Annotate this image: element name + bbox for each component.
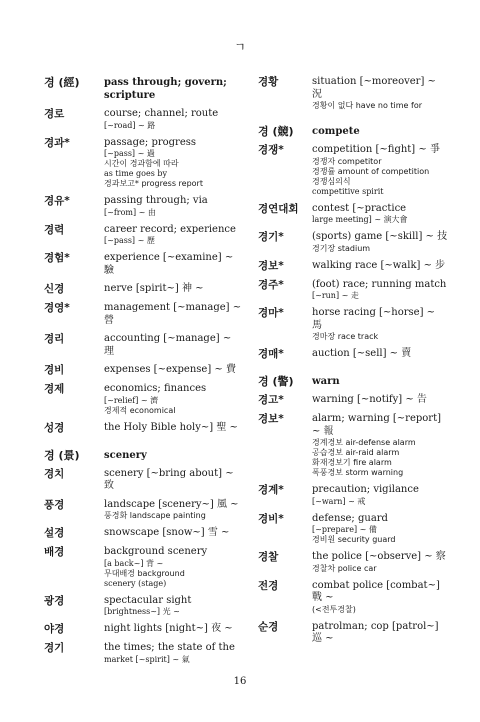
- right-column: [258, 76, 448, 652]
- entry-definition: (foot) race; running match: [312, 278, 447, 290]
- entry-subline: 경쟁심의식: [312, 176, 351, 186]
- entry-word: 경로: [44, 108, 65, 120]
- entry-body: [104, 623, 244, 636]
- entry-word: 성경: [44, 421, 65, 434]
- entry-subline: competitive spirit: [312, 186, 384, 196]
- entry-definition: alarm; warning [~report] ~ 報: [312, 413, 441, 437]
- dictionary-entry: [44, 108, 244, 131]
- entry-word: 경비: [44, 364, 65, 376]
- group-heading: [258, 375, 448, 388]
- entry-body: [104, 108, 244, 131]
- entry-subline: 공습경보 air-raid alarm: [312, 448, 400, 457]
- entry-body: [104, 595, 244, 618]
- entry-word: 설경: [44, 527, 65, 539]
- dictionary-entry: [44, 224, 244, 247]
- entry-definition: situation [~moreover] ~ 況: [312, 76, 436, 100]
- entry-definition: auction [~sell] ~ 賣: [312, 348, 412, 359]
- dictionary-entry: [44, 195, 244, 218]
- dictionary-entry: [44, 499, 244, 522]
- entry-body: [104, 499, 244, 522]
- entry-subline: [~relief] ~ 濟: [104, 395, 159, 405]
- entry-word: 경기*: [258, 231, 284, 243]
- dictionary-entry: [258, 279, 448, 302]
- entry-word: 광경: [44, 594, 65, 607]
- entry-body: [104, 302, 244, 327]
- entry-word: 경유*: [44, 195, 70, 207]
- entry-body: [312, 513, 448, 546]
- entry-definition: precaution; vigilance: [312, 484, 419, 495]
- entry-subline: 경황이 없다 have no time for: [312, 101, 423, 110]
- entry-body: [312, 348, 448, 361]
- dictionary-entry: [258, 76, 448, 111]
- entry-list: [258, 394, 448, 646]
- entry-subline: 무대배경 background: [104, 568, 185, 578]
- entry-word: 경영*: [44, 302, 70, 314]
- entry-subline: 경비원 security guard: [312, 535, 396, 544]
- dictionary-entry: [258, 413, 448, 478]
- entry-subline: [~warn] ~ 戒: [312, 496, 366, 506]
- entry-body: [312, 231, 448, 254]
- entry-body: [104, 383, 244, 416]
- entry-definition: passage; progress: [104, 136, 197, 148]
- entry-body: [312, 279, 448, 302]
- entry-word: 풍경: [44, 498, 65, 511]
- entry-definition: nerve [spirit~] 神 ~: [104, 283, 204, 294]
- entry-definition: spectacular sight: [104, 594, 192, 606]
- entry-subline: as time goes by: [104, 169, 168, 178]
- entry-body: [104, 224, 244, 247]
- dictionary-entry: [44, 283, 244, 296]
- entry-definition: walking race [~walk] ~ 步: [312, 259, 446, 271]
- entry-body: [312, 484, 448, 507]
- entry-subline: 경찰차 police car: [312, 563, 377, 573]
- entry-subline: 경마장 race track: [312, 332, 379, 341]
- entry-subline: [~road] ~ 路: [104, 120, 156, 130]
- entry-body: [312, 580, 448, 615]
- entry-definition: scenery [~bring about] ~ 致: [104, 467, 234, 491]
- entry-subline: [~prepare] ~ 備: [312, 525, 377, 534]
- entry-word: 경보*: [258, 413, 284, 425]
- entry-body: [104, 252, 244, 277]
- left-column: [44, 76, 244, 671]
- entry-subline: (<전투경찰): [312, 604, 356, 614]
- entry-subline: [~from] ~ 由: [104, 207, 156, 217]
- entry-word: 경계*: [258, 484, 284, 496]
- entry-definition: the Holy Bible holy~] 聖 ~: [104, 421, 238, 433]
- entry-body: [104, 422, 244, 435]
- dictionary-entry: [258, 260, 448, 273]
- dictionary-entry: [258, 513, 448, 546]
- dictionary-entry: [258, 231, 448, 254]
- entry-body: [312, 551, 448, 574]
- entry-word: 경주*: [258, 278, 284, 291]
- entry-list: [44, 468, 244, 665]
- entry-body: [104, 283, 244, 296]
- entry-word: 경고*: [258, 394, 284, 406]
- dictionary-entry: [44, 333, 244, 358]
- entry-subline: scenery (stage): [104, 578, 167, 588]
- entry-subline: [~pass] ~ 歷: [104, 236, 155, 245]
- entry-word: 배경: [44, 546, 65, 558]
- group-gloss: compete: [312, 126, 360, 137]
- entry-word: 경리: [44, 333, 65, 345]
- entry-subline: 경계경보 air-defense alarm: [312, 438, 416, 447]
- entry-definition: (sports) game [~skill] ~ 技: [312, 231, 448, 242]
- dictionary-entry: [44, 364, 244, 377]
- group-heading: [44, 76, 244, 102]
- dictionary-entry: [44, 623, 244, 636]
- entry-body: [312, 203, 448, 226]
- entry-subline: 경기장 stadium: [312, 243, 371, 253]
- group-gloss: warn: [312, 376, 340, 387]
- entry-subline: 시간이 경과함에 따라: [104, 159, 179, 168]
- entry-word: 경비*: [258, 512, 284, 525]
- dictionary-entry: [44, 642, 244, 665]
- entry-word: 경황: [258, 76, 279, 88]
- entry-body: [104, 333, 244, 358]
- entry-body: [312, 260, 448, 273]
- entry-word: 경연대회: [258, 202, 299, 215]
- entry-definition: career record; experience: [104, 223, 236, 235]
- dictionary-entry: [44, 468, 244, 493]
- entry-definition: economics; finances: [104, 383, 207, 394]
- entry-subline: [~run] ~ 走: [312, 291, 359, 300]
- entry-word: 순경: [258, 620, 279, 633]
- entry-word: 전경: [258, 579, 279, 592]
- dictionary-entry: [258, 621, 448, 646]
- dictionary-entry: [44, 137, 244, 190]
- entry-definition: experience [~examine] ~ 驗: [104, 252, 234, 276]
- page-number: 16: [233, 676, 247, 687]
- entry-body: [312, 413, 448, 478]
- entry-body: [312, 307, 448, 342]
- dictionary-entry: [258, 551, 448, 574]
- entry-body: [104, 527, 244, 540]
- dictionary-entry: [44, 527, 244, 540]
- entry-definition: expenses [~expense] ~ 費: [104, 364, 236, 375]
- entry-subline: 경제적 economical: [104, 405, 176, 415]
- entry-definition: contest [~practice: [312, 202, 407, 214]
- entry-definition: horse racing [~horse] ~ 馬: [312, 307, 436, 331]
- entry-word: 경기: [44, 642, 65, 654]
- entry-definition: course; channel; route: [104, 108, 219, 119]
- entry-subline: 화재경보기 fire alarm: [312, 458, 392, 467]
- dictionary-entry: [44, 252, 244, 277]
- entry-subline: 폭풍경보 storm warning: [312, 468, 404, 477]
- dictionary-entry: [44, 595, 244, 618]
- entry-word: 경제: [44, 383, 65, 395]
- dictionary-entry: [44, 422, 244, 435]
- entry-body: [104, 546, 244, 589]
- entry-word: 경험*: [44, 252, 70, 264]
- entry-subline: [a back~] 背 ~: [104, 558, 164, 568]
- running-head: ㄱ: [234, 40, 246, 54]
- entry-body: [312, 621, 448, 646]
- dictionary-entry: [44, 302, 244, 327]
- dictionary-entry: [258, 580, 448, 615]
- entry-body: [104, 468, 244, 493]
- group-headword: 경 (景): [44, 448, 80, 462]
- entry-word: 경과*: [44, 136, 70, 149]
- group-heading: [258, 125, 448, 138]
- entry-body: [312, 144, 448, 197]
- entry-definition: the police [~observe] ~ 察: [312, 551, 446, 562]
- dictionary-entry: [258, 307, 448, 342]
- dictionary-entry: [258, 348, 448, 361]
- group-headword: 경 (經): [44, 76, 80, 89]
- entry-body: [104, 642, 244, 665]
- entry-word: 경보*: [258, 259, 284, 272]
- dictionary-entry: [258, 203, 448, 226]
- entry-definition: the times; the state of the: [104, 642, 235, 653]
- entry-body: [104, 364, 244, 377]
- entry-word: 경쟁*: [258, 144, 284, 156]
- entry-list: [258, 144, 448, 361]
- entry-body: [104, 195, 244, 218]
- group-heading: [44, 449, 244, 462]
- entry-body: [312, 394, 448, 407]
- entry-definition: night lights [night~] 夜 ~: [104, 623, 233, 634]
- group-gloss: scenery: [104, 449, 147, 461]
- dictionary-entry: [258, 394, 448, 407]
- dictionary-entry: [258, 484, 448, 507]
- entry-definition: management [~manage] ~ 營: [104, 302, 242, 326]
- entry-definition: landscape [scenery~] 風 ~: [104, 498, 239, 510]
- entry-definition: defense; guard: [312, 512, 388, 524]
- entry-word: 경력: [44, 223, 65, 236]
- entry-definition: combat police [combat~] 戰 ~: [312, 579, 440, 603]
- entry-body: [104, 137, 244, 190]
- group-headword: 경 (競): [258, 125, 294, 138]
- entry-subline: 풍경화 landscape painting: [104, 511, 206, 520]
- group-gloss: pass through; govern; scripture: [104, 77, 227, 101]
- entry-subline: market [~spirit] ~ 氣: [104, 654, 190, 664]
- entry-word: 야경: [44, 623, 65, 635]
- entry-subline: [brightness~] 光 ~: [104, 607, 180, 616]
- entry-definition: snowscape [snow~] 雪 ~: [104, 527, 230, 538]
- entry-subline: 경과보고* progress report: [104, 179, 203, 188]
- entry-definition: warning [~notify] ~ 告: [312, 394, 427, 405]
- entry-subline: 경쟁률 amount of competition: [312, 166, 430, 176]
- entry-definition: passing through; via: [104, 195, 208, 206]
- dictionary-entry: [44, 546, 244, 589]
- entry-definition: background scenery: [104, 546, 208, 557]
- entry-definition: accounting [~manage] ~ 理: [104, 333, 232, 357]
- group-headword: 경 (警): [258, 375, 294, 388]
- entry-word: 경찰: [258, 551, 279, 563]
- entry-word: 경매*: [258, 348, 284, 360]
- dictionary-entry: [44, 383, 244, 416]
- entry-list: [44, 108, 244, 435]
- entry-word: 신경: [44, 283, 65, 295]
- entry-word: 경마*: [258, 307, 284, 319]
- entry-definition: competition [~fight] ~ 爭: [312, 144, 440, 155]
- entry-subline: large meeting] ~ 演大會: [312, 215, 408, 224]
- entry-word: 경치: [44, 467, 65, 480]
- entry-body: [312, 76, 448, 111]
- entry-definition: patrolman; cop [patrol~] 巡 ~: [312, 620, 439, 644]
- entry-subline: 경쟁자 competitor: [312, 156, 382, 166]
- entry-subline: [~pass] ~ 過: [104, 149, 155, 158]
- dictionary-entry: [258, 144, 448, 197]
